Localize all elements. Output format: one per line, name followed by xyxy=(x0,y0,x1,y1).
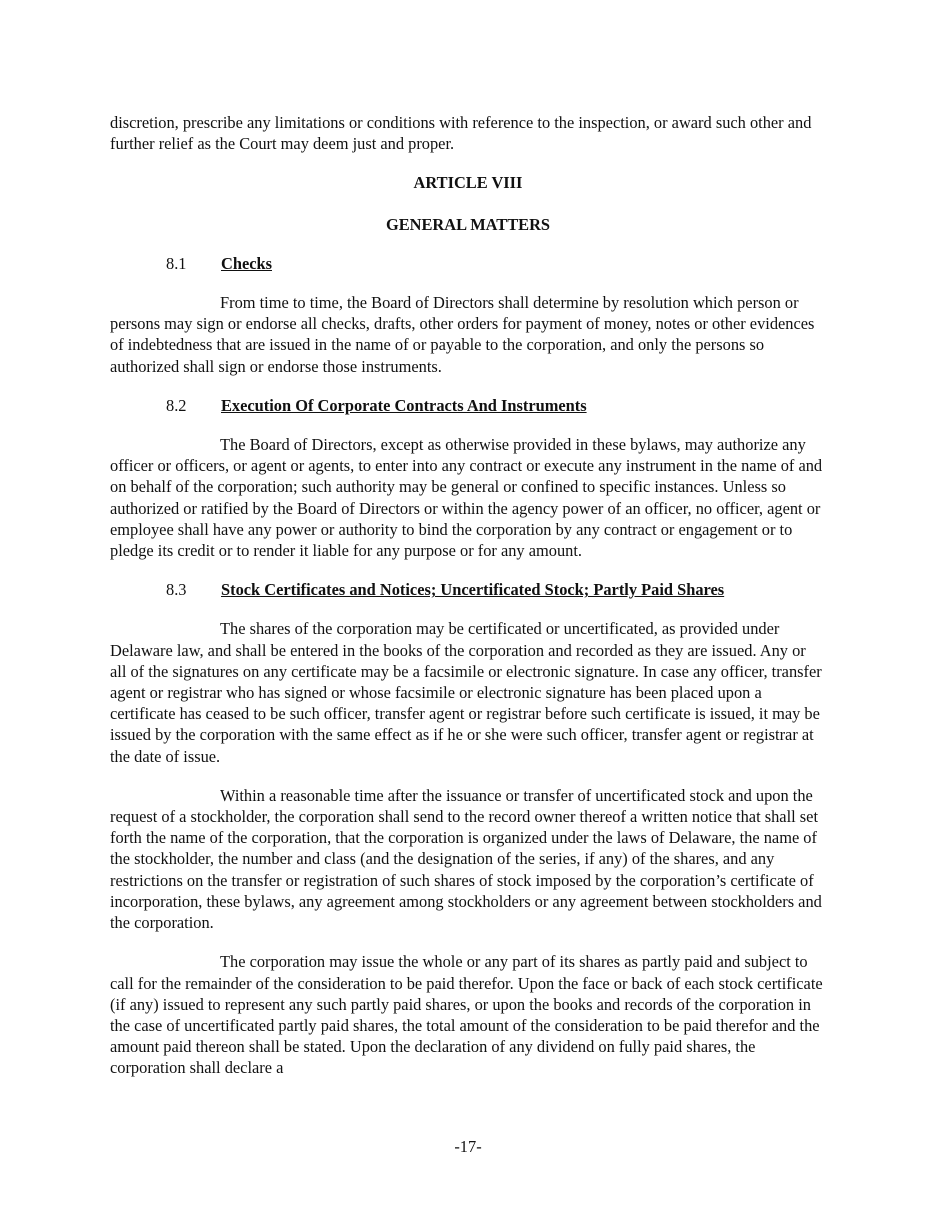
page-number: -17- xyxy=(454,1137,482,1156)
section-title: Stock Certificates and Notices; Uncertificated Stock; Partly Paid Shares xyxy=(221,580,725,600)
section-title: Checks xyxy=(221,253,272,273)
section-heading-8-1 xyxy=(110,253,826,274)
section-heading-8-3 xyxy=(110,579,826,600)
section-number: 8.1 xyxy=(166,253,187,273)
section-paragraph: From time to time, the Board of Directors shall determine by resolution which person or persons may sign or endorse all checks, drafts, other orders for payment of money, notes or other evidences of indebtedness that are issued in the name of or payable to the corporation, and only the persons so authorized shall sign or endorse those instruments. xyxy=(110,293,815,376)
section-number: 8.2 xyxy=(166,395,187,415)
section-title: Execution Of Corporate Contracts And Instruments xyxy=(221,395,587,415)
document-page xyxy=(110,112,826,1097)
section-paragraph: The corporation may issue the whole or any part of its shares as partly paid and subject to call for the remainder of the consideration to be paid therefor. Upon the face or back of each stock certificate (if any) issued to represent any such partly paid shares, or upon the books and records of the corporation in the case of uncertificated partly paid shares, the total amount of the consideration to be paid therefor and the amount paid thereon shall be stated. Upon the declaration of any dividend on fully paid shares, the corporation shall declare a xyxy=(110,952,823,1078)
section-number: 8.3 xyxy=(166,580,187,600)
article-title: ARTICLE VIII xyxy=(413,173,523,193)
section-paragraph: Within a reasonable time after the issuance or transfer of uncertificated stock and upon the request of a stockholder, the corporation shall send to the record owner thereof a written notice that shall set forth the name of the corporation, that the corporation is organized under the laws of Delaware, the name of the stockholder, the number and class (and the designation of the series, if any) of the shares, and any restrictions on the transfer or registration of such shares of stock imposed by the corporation’s certificate of incorporation, these bylaws, any agreement among stockholders or any agreement between stockholders and the corporation. xyxy=(110,785,822,933)
article-subtitle: GENERAL MATTERS xyxy=(385,214,551,234)
continuation-paragraph: discretion, prescribe any limitations or conditions with reference to the inspection, or award such other and further relief as the Court may deem just and proper. xyxy=(110,113,812,154)
section-paragraph: The Board of Directors, except as otherwise provided in these bylaws, may authorize any officer or officers, or agent or agents, to enter into any contract or execute any instrument in the name of and on behalf of the corporation; such authority may be general or confined to specific instances. Unless so authorized or ratified by the Board of Directors or within the agency power of an officer, no officer, agent or employee shall have any power or authority to bind the corporation by any contract or engagement or to pledge its credit or to render it liable for any purpose or for any amount. xyxy=(110,435,823,561)
section-heading-8-2 xyxy=(110,395,826,416)
section-paragraph: The shares of the corporation may be certificated or uncertificated, as provided under Delaware law, and shall be entered in the books of the corporation and recorded as they are issued. Any or all of the signatures on any certificate may be a facsimile or electronic signature. In case any officer, transfer agent or registrar who has signed or whose facsimile or electronic signature has been placed upon a certificate has ceased to be such officer, transfer agent or registrar before such certificate is issued, it may be issued by the corporation with the same effect as if he or she were such officer, transfer agent or registrar at the date of issue. xyxy=(110,619,822,766)
